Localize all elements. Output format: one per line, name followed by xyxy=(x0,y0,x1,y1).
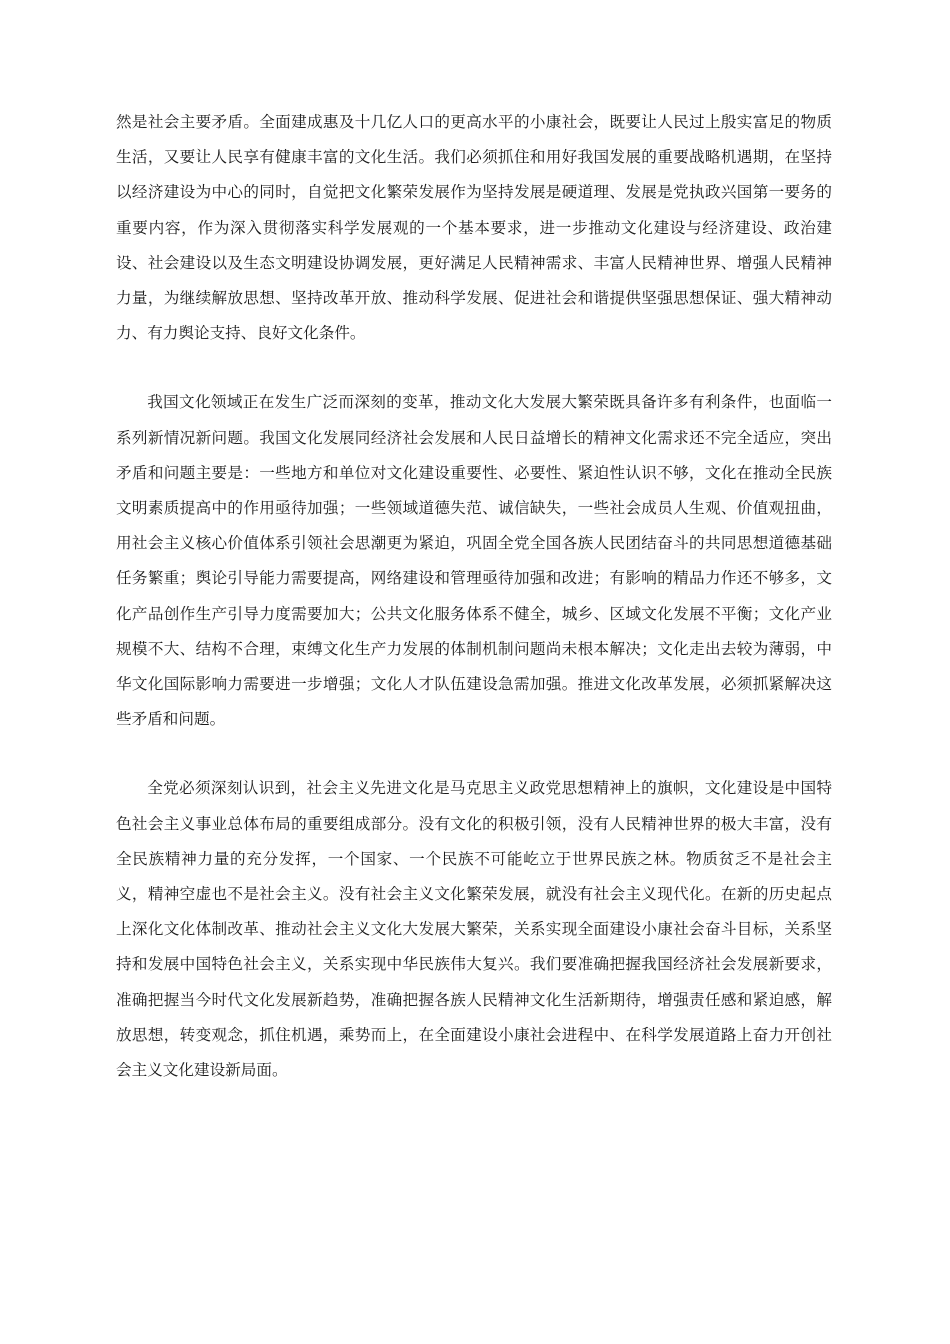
paragraph-socialist-culture-importance: 全党必须深刻认识到，社会主义先进文化是马克思主义政党思想精神上的旗帜，文化建设是中国特色社会主义事业总体布局的重要组成部分。没有文化的积极引领，没有人民精神世界的极大丰富，没有全民族精神力量的充分发挥，一个国家、一个民族不可能屹立于世界民族之林。物质贫乏不是社会主义，精神空虚也不是社会主义。没有社会主义文化繁荣发展，就没有社会主义现代化。在新的历史起点上深化文化体制改革、推动社会主义文化大发展大繁荣，关系实现全面建设小康社会奋斗目标，关系坚持和发展中国特色社会主义，关系实现中华民族伟大复兴。我们要准确把握我国经济社会发展新要求，准确把握当今时代文化发展新趋势，准确把握各族人民精神文化生活新期待，增强责任感和紧迫感，解放思想，转变观念，抓住机遇，乘势而上，在全面建设小康社会进程中、在科学发展道路上奋力开创社会主义文化建设新局面。 xyxy=(116,779,832,1080)
paragraph-continuation: 然是社会主要矛盾。全面建成惠及十几亿人口的更高水平的小康社会，既要让人民过上殷实富足的物质生活，又要让人民享有健康丰富的文化生活。我们必须抓住和用好我国发展的重要战略机遇期，在坚持以经济建设为中心的同时，自觉把文化繁荣发展作为坚持发展是硬道理、发展是党执政兴国第一要务的重要内容，作为深入贯彻落实科学发展观的一个基本要求，进一步推动文化建设与经济建设、政治建设、社会建设以及生态文明建设协调发展，更好满足人民精神需求、丰富人民精神世界、增强人民精神力量，为继续解放思想、坚持改革开放、推动科学发展、促进社会和谐提供坚强思想保证、强大精神动力、有力舆论支持、良好文化条件。 xyxy=(116,113,832,343)
paragraph-cultural-reform-challenges: 我国文化领域正在发生广泛而深刻的变革，推动文化大发展大繁荣既具备许多有利条件，也面临一系列新情况新问题。我国文化发展同经济社会发展和人民日益增长的精神文化需求还不完全适应，突出矛盾和问题主要是：一些地方和单位对文化建设重要性、必要性、紧迫性认识不够，文化在推动全民族文明素质提高中的作用亟待加强；一些领域道德失范、诚信缺失，一些社会成员人生观、价值观扭曲，用社会主义核心价值体系引领社会思潮更为紧迫，巩固全党全国各族人民团结奋斗的共同思想道德基础任务繁重；舆论引导能力需要提高，网络建设和管理亟待加强和改进；有影响的精品力作还不够多，文化产品创作生产引导力度需要加大；公共文化服务体系不健全，城乡、区域文化发展不平衡；文化产业规模不大、结构不合理，束缚文化生产力发展的体制机制问题尚未根本解决；文化走出去较为薄弱，中华文化国际影响力需要进一步增强；文化人才队伍建设急需加强。推进文化改革发展，必须抓紧解决这些矛盾和问题。 xyxy=(116,393,832,729)
document-page xyxy=(116,105,832,1122)
